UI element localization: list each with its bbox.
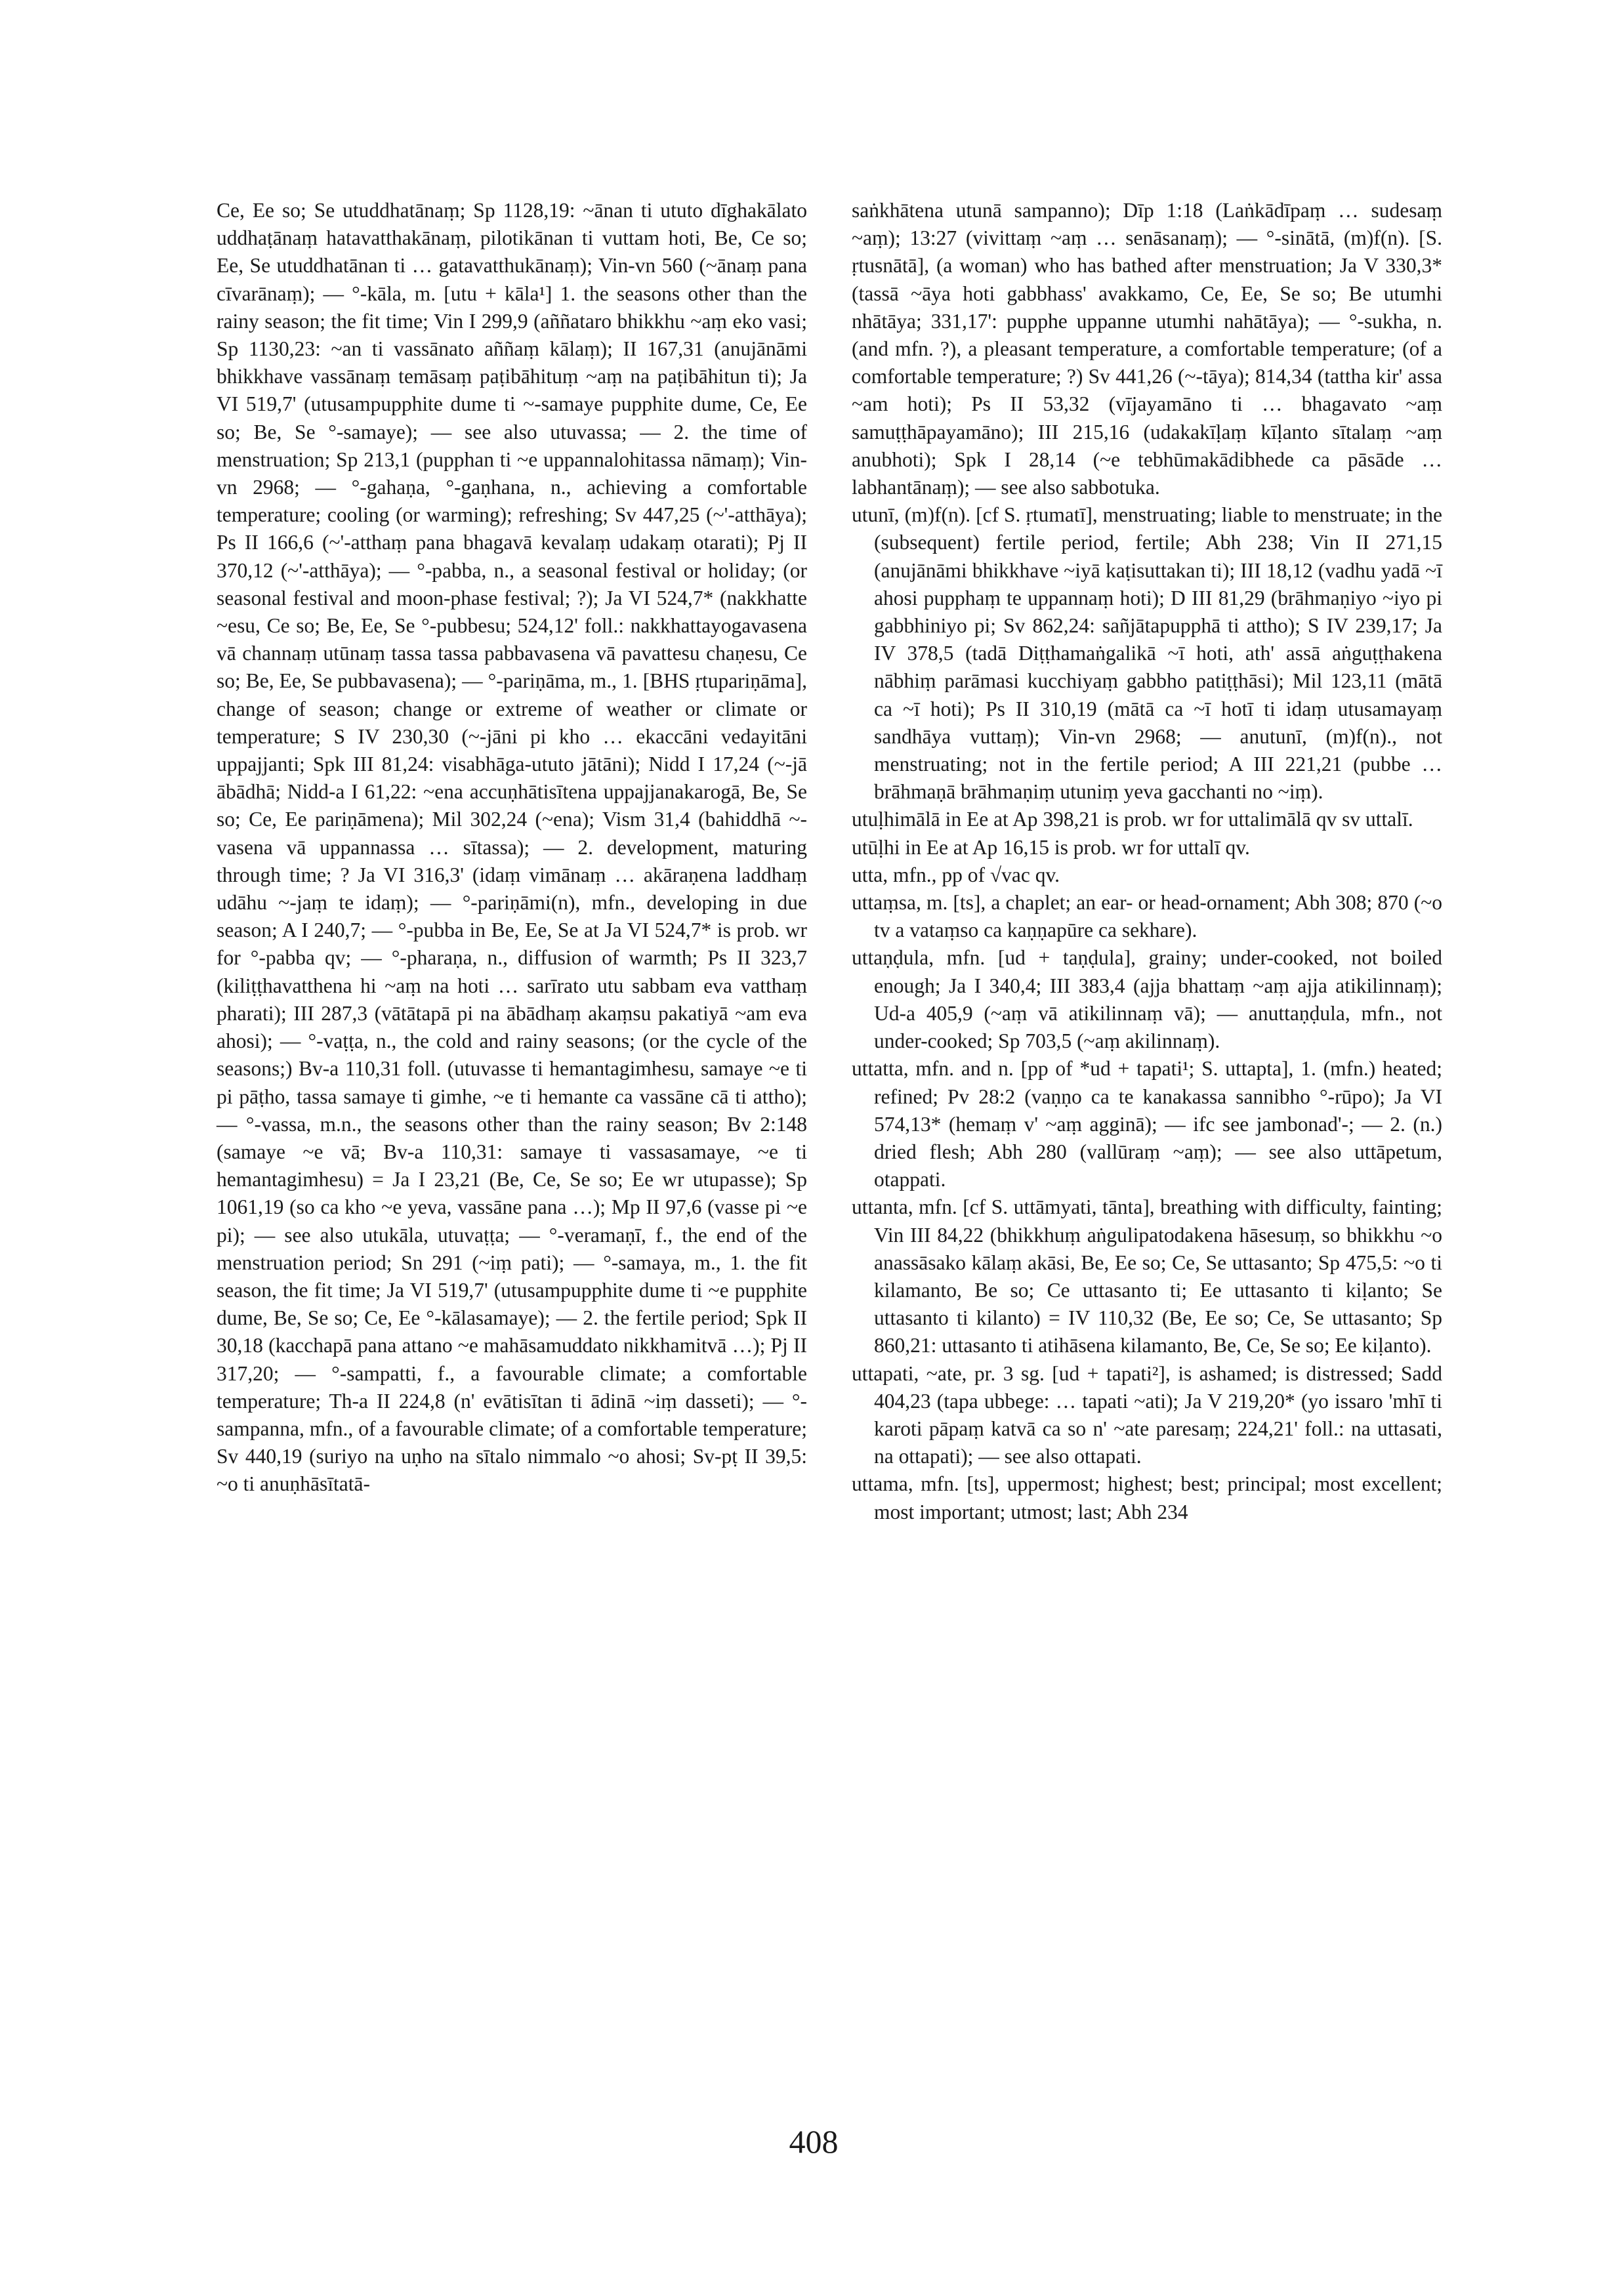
- continuation-text: saṅkhātena utunā sampanno); Dīp 1:18 (Laṅkādīpaṃ … sudesaṃ ~aṃ); 13:27 (vivittaṃ ~aṃ … senāsanaṃ); — °-sinātā, (m)f(n). [S. ṛtusnātā], (a woman) who has bathed after menstruation; Ja V 330,3* (tassā ~āya hoti gabbhass' avakkamo, Ce, Ee, Se so; Be utumhi nhātāya; 331,17': pupphe uppanne utumhi nahātāya); — °-sukha, n. (and mfn. ?), a pleasant temperature, a comfortable temperature; (of a comfortable temperature; ?) Sv 441,26 (~-tāya); 814,34 (tattha kir' assa ~am hoti); Ps II 53,32 (vījayamāno ti … bhagavato ~aṃ samuṭṭhāpayamāno); III 215,16 (udakakīḷaṃ kīḷanto sītalaṃ ~aṃ anubhoti); Spk I 28,14 (~e tebhūmakādibhede ca pāsāde … labhantānaṃ); — see also sabbotuka.: [852, 199, 1442, 499]
- entry-uttamsa: uttaṃsa, m. [ts], a chaplet; an ear- or head-ornament; Abh 308; 870 (~o tv a vataṃso ca kaṇṇapūre ca sekhare).: [852, 891, 1442, 942]
- entry-uttatta: uttatta, mfn. and n. [pp of *ud + tapati¹; S. uttapta], 1. (mfn.) heated; refined; Pv 28:2 (vaṇṇo ca te kanakassa sannibho °-rūpo); Ja VI 574,13* (hemaṃ v' ~aṃ agginā); — ifc see jambonad'-; — 2. (n.) dried flesh; Abh 280 (vallūraṃ ~aṃ); — see also uttāpetum, otappati.: [852, 1057, 1442, 1191]
- entry-utulhimala: utuḷhimālā in Ee at Ap 398,21 is prob. wr for uttalimālā qv sv uttalī.: [852, 808, 1413, 831]
- entry-uttapati: uttapati, ~ate, pr. 3 sg. [ud + tapati²], is ashamed; is distressed; Sadd 404,23 (tapa ubbege: … tapati ~ati); Ja V 219,20* (yo issaro 'mhī ti karoti pāpaṃ katvā ca so n' ~ate paresaṃ; 224,21' foll.: na uttasati, na ottapati); — see also ottapati.: [852, 1361, 1442, 1468]
- entry-uttanta: uttanta, mfn. [cf S. uttāmyati, tānta], breathing with difficulty, fainting; Vin III 84,22 (bhikkhuṃ aṅgulipatodakena hāsesuṃ, so bhikkhu ~o anassāsako kālaṃ akāsi, Be, Ee so; Ce, Se uttasanto; Sp 475,5: ~o ti kilamanto, Be so; Ce uttasanto ti; Ee uttasanto ti kiḷanto; Se uttasanto ti kilanto) = IV 110,32 (Be, Ee so; Ce, Se uttasanto; Sp 860,21: uttasanto ti atihāsena kilamanto, Be, Ce, Se so; Ee kiḷanto).: [852, 1195, 1442, 1357]
- entry-utulhi: utūḷhi in Ee at Ap 16,15 is prob. wr for uttalī qv.: [852, 835, 1250, 859]
- right-column: [852, 197, 1442, 1526]
- left-column-text: Ce, Ee so; Se utuddhatānaṃ; Sp 1128,19: ~ānan ti ututo dīghakālato uddhaṭānaṃ hatavatthakānaṃ, pilotikānan ti vuttam hoti, Be, Ce so; Ee, Se utuddhatānan ti … gatavatthukānaṃ); Vin-vn 560 (~ānaṃ pana cīvarānaṃ); — °-kāla, m. [utu + kāla¹] 1. the seasons other than the rainy season; the fit time; Vin I 299,9 (aññataro bhikkhu ~aṃ eko vasi; Sp 1130,23: ~an ti vassānato aññaṃ kālaṃ); II 167,31 (anujānāmi bhikkhave vassānaṃ temāsaṃ paṭibāhituṃ ~aṃ na paṭibāhitun ti); Ja VI 519,7' (utusampupphite dume ti ~-samaye pupphite dume, Ce, Ee so; Be, Se °-samaye); — see also utuvassa; — 2. the time of menstruation; Sp 213,1 (pupphan ti ~e uppannalohitassa nāmaṃ); Vin-vn 2968; — °-gahaṇa, °-gaṇhana, n., achieving a comfortable temperature; cooling (or warming); refreshing; Sv 447,25 (~'-atthāya); Ps II 166,6 (~'-atthaṃ pana bhagavā kevalaṃ udakaṃ otarati); Pj II 370,12 (~'-atthāya); — °-pabba, n., a seasonal festival or holiday; (or seasonal festival and moon-phase festival; ?); Ja VI 524,7* (nakkhatte ~esu, Ce so; Be, Ee, Se °-pubbesu; 524,12' foll.: nakkhattayogavasena vā channaṃ utūnaṃ tassa tassa pabbavasena vā pavattesu chaṇesu, Ce so; Be, Ee, Se pubbavasena); — °-pariṇāma, m., 1. [BHS ṛtupariṇāma], change of season; change or extreme of weather or climate or temperature; S IV 230,30 (~-jāni pi kho … ekaccāni vedayitāni uppajjanti; Spk III 81,24: visabhāga-ututo jātāni); Nidd I 17,24 (~-jā ābādhā; Nidd-a I 61,22: ~ena accuṇhātisītena uppajjanakarogā, Be, Se so; Ce, Ee pariṇāmena); Mil 302,24 (~ena); Vism 31,4 (bahiddhā ~-vasena vā uppannassa … sītassa); — 2. development, maturing through time; ? Ja VI 316,3' (idaṃ vimānaṃ … akāraṇena laddhaṃ udāhu ~-jaṃ te idaṃ); — °-pariṇāmi(n), mfn., developing in due season; A I 240,7; — °-pubba in Be, Ee, Se at Ja VI 524,7* is prob. wr for °-pabba qv; — °-pharaṇa, n., diffusion of warmth; Ps II 323,7 (kiliṭṭhavatthena hi ~aṃ na hoti … sarīrato utu sabbam eva vatthaṃ pharati); III 287,3 (vātātapā pi na ābādhaṃ akaṃsu pakatiyā ~am eva ahosi); — °-vaṭṭa, n., the cold and rainy seasons; (or the cycle of the seasons;) Bv-a 110,31 foll. (utuvasse ti hemantagimhesu, samaye ~e ti pi pāṭho, tassa samaye ti gimhe, ~e ti hemante ca vassāne cā ti attho); — °-vassa, m.n., the seasons other than the rainy season; Bv 2:148 (samaye ~e vā; Bv-a 110,31: samaye ti vassasamaye, ~e ti hemantagimhesu) = Ja I 23,21 (Be, Ce, Se so; Ee wr utupasse); Sp 1061,19 (so ca kho ~e yeva, vassāne pana …); Mp II 97,6 (vasse pi ~e pi); — see also utukāla, utuvaṭṭa; — °-veramaṇī, f., the end of the menstruation period; Sn 291 (~iṃ pati); — °-samaya, m., 1. the fit season, the fit time; Ja VI 519,7' (utusampupphite dume ti ~e pupphite dume, Be, Se so; Ce, Ee °-kālasamaye); — 2. the fertile period; Spk II 30,18 (kacchapā pana attano ~e mahāsamuddato nikkhamitvā …); Pj II 317,20; — °-sampatti, f., a favourable climate; a comfortable temperature; Th-a II 224,8 (n' evātisītan ti ādinā ~iṃ dasseti); — °-sampanna, mfn., of a favourable climate; of a comfortable temperature; Sv 440,19 (suriyo na uṇho na sītalo nimmalo ~o ahosi; Sv-pṭ II 39,5: ~o ti anuṇhāsītatā-: [217, 199, 807, 1496]
- entry-uttandula: uttaṇḍula, mfn. [ud + taṇḍula], grainy; under-cooked, not boiled enough; Ja I 340,4; III 383,4 (ajja bhattaṃ ~aṃ ajja atikilinnaṃ); Ud-a 405,9 (~aṃ vā atikilinnaṃ vā); — anuttaṇḍula, mfn., not under-cooked; Sp 703,5 (~aṃ akilinnaṃ).: [852, 946, 1442, 1053]
- left-column: [217, 197, 807, 1499]
- entry-uttama: uttama, mfn. [ts], uppermost; highest; best; principal; most excellent; most important; utmost; last; Abh 234: [852, 1472, 1442, 1523]
- entry-utuni: utunī, (m)f(n). [cf S. ṛtumatī], menstruating; liable to menstruate; in the (subsequent) fertile period, fertile; Abh 238; Vin II 271,15 (anujānāmi bhikkhave ~iyā kaṭisuttakan ti); III 18,12 (vadhu yadā ~ī ahosi pupphaṃ te uppannaṃ hoti); D III 81,29 (brāhmaṇiyo ~iyo pi gabbhiniyo pi; Sv 862,24: sañjātapupphā ti attho); S IV 239,17; Ja IV 378,5 (tadā Diṭṭhamaṅgalikā ~ī hoti, ath' assā aṅguṭṭhakena nābhiṃ parāmasi kucchiyaṃ gabbho patiṭṭhāsi); Mil 123,11 (mātā ca ~ī hoti); Ps II 310,19 (mātā ca ~ī hotī ti idaṃ utusamayaṃ sandhāya vuttaṃ); Vin-vn 2968; — anutunī, (m)f(n)., not menstruating; not in the fertile period; A III 221,21 (pubbe … brāhmaṇā brāhmaṇiṃ utuniṃ yeva gacchanti no ~iṃ).: [852, 503, 1442, 804]
- entry-utta: utta, mfn., pp of √vac qv.: [852, 863, 1060, 886]
- page-number: 408: [789, 2123, 839, 2160]
